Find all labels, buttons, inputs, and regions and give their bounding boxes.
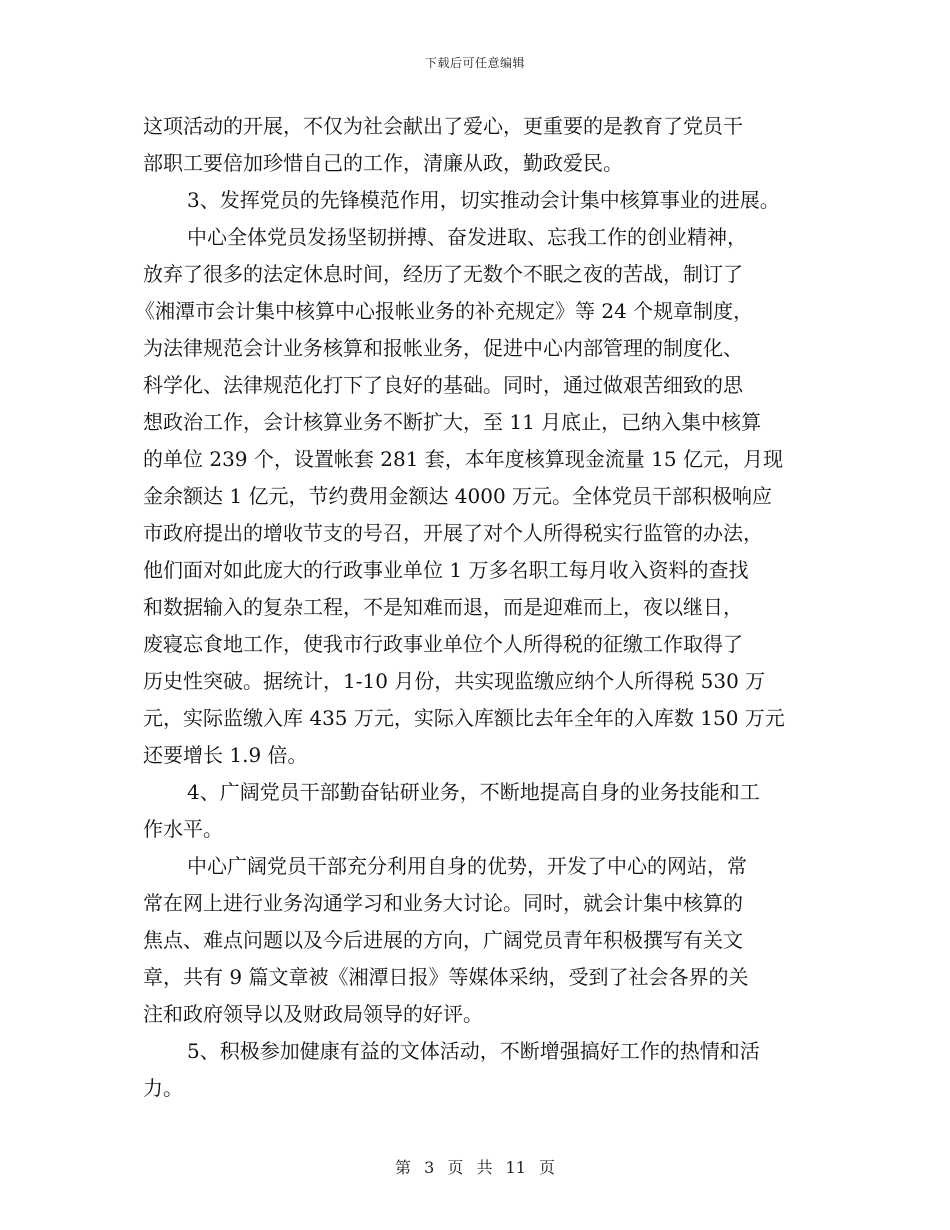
paragraph-line: 科学化、法律规范化打下了良好的基础。同时，通过做艰苦细致的思 — [143, 373, 743, 397]
paragraph-line: 力。 — [143, 1076, 183, 1100]
paragraph-line: 中心广阔党员干部充分利用自身的优势，开发了中心的网站，常 — [187, 854, 747, 878]
paragraph-line: 想政治工作，会计核算业务不断扩大，至 11 月底止，已纳入集中核算 — [143, 410, 762, 434]
paragraph-line: 的单位 239 个，设置帐套 281 套，本年度核算现金流量 15 亿元，月现 — [143, 447, 783, 471]
paragraph-line: 废寝忘食地工作，使我市行政事业单位个人所得税的征缴工作取得了 — [143, 632, 743, 656]
page-header: 下载后可任意编辑 — [424, 56, 525, 70]
paragraph-line: 他们面对如此庞大的行政事业单位 1 万多名职工每月收入资料的查找 — [143, 558, 749, 582]
paragraph-line: 部职工要倍加珍惜自己的工作，清廉从政，勤政爱民。 — [143, 151, 623, 175]
paragraph-line: 章，共有 9 篇文章被《湘潭日报》等媒体采纳，受到了社会各界的关 — [143, 965, 749, 989]
paragraph-line: 作水平。 — [143, 817, 223, 841]
paragraph-line: 常在网上进行业务沟通学习和业务大讨论。同时，就会计集中核算的 — [143, 891, 743, 915]
paragraph-line: 注和政府领导以及财政局领导的好评。 — [143, 1002, 483, 1026]
paragraph-line: 放弃了很多的法定休息时间，经历了无数个不眠之夜的苦战，制订了 — [143, 262, 743, 286]
paragraph-line: 历史性突破。据统计，1-10 月份，共实现监缴应纳个人所得税 530 万 — [143, 669, 766, 693]
page-footer: 第 3 页 共 11 页 — [395, 1158, 555, 1177]
section-heading-3: 3、发挥党员的先锋模范作用，切实推动会计集中核算事业的进展。 — [187, 188, 780, 212]
paragraph-line: 焦点、难点问题以及今后进展的方向，广阔党员青年积极撰写有关文 — [143, 928, 743, 952]
paragraph-line: 和数据输入的复杂工程，不是知难而退，而是迎难而上，夜以继日， — [143, 595, 743, 619]
paragraph-line: 中心全体党员发扬坚韧拼搏、奋发进取、忘我工作的创业精神， — [187, 225, 747, 249]
document-body — [135, 108, 823, 1107]
paragraph-line: 为法律规范会计业务核算和报帐业务，促进中心内部管理的制度化、 — [143, 336, 743, 360]
paragraph-line: 还要增长 1.9 倍。 — [143, 743, 308, 767]
paragraph-line: 这项活动的开展，不仅为社会献出了爱心，更重要的是教育了党员干 — [143, 114, 743, 138]
paragraph-line: 金余额达 1 亿元，节约费用金额达 4000 万元。全体党员干部积极响应 — [143, 484, 773, 508]
paragraph-line: 元，实际监缴入库 435 万元，实际入库额比去年全年的入库数 150 万元 — [143, 706, 785, 730]
section-heading-5: 5、积极参加健康有益的文体活动，不断增强搞好工作的热情和活 — [187, 1039, 760, 1063]
paragraph-line: 《湘潭市会计集中核算中心报帐业务的补充规定》等 24 个规章制度， — [135, 299, 754, 323]
paragraph-line: 市政府提出的增收节支的号召，开展了对个人所得税实行监管的办法， — [143, 521, 763, 545]
section-heading-4: 4、广阔党员干部勤奋钻研业务，不断地提高自身的业务技能和工 — [187, 780, 760, 804]
